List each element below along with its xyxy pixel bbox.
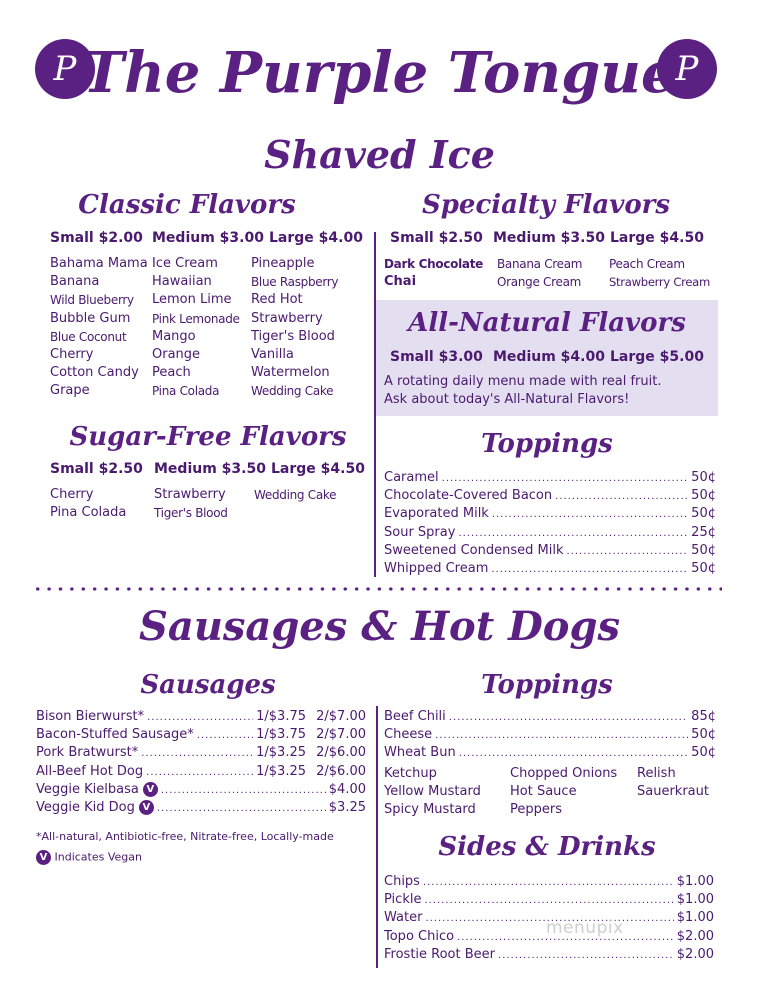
vegan-badge-icon: V — [36, 850, 51, 865]
sausage-name: Bison Bierwurst* — [36, 709, 145, 724]
topping-name: Beef Chili — [384, 709, 446, 724]
specialty-col-1 — [384, 255, 483, 291]
size-large: Large $5.00 — [610, 349, 704, 365]
classic-col-3 — [251, 255, 338, 401]
flavor-item: Orange — [152, 346, 201, 362]
flavor-item: Lemon Lime — [152, 292, 232, 308]
dotted-separator — [32, 587, 722, 591]
flavor-item: Tiger's Blood — [251, 328, 335, 344]
dot-leader — [459, 744, 688, 762]
topping-price: 50¢ — [691, 560, 716, 576]
specialty-col-2 — [497, 255, 582, 291]
flavor-item: Peach Cream — [609, 257, 685, 271]
flavor-item: Hawaiian — [152, 274, 212, 290]
size-large: Large $4.50 — [271, 461, 365, 477]
size-small: Small $3.00 — [390, 349, 483, 365]
flavor-item: Wedding Cake — [251, 384, 334, 399]
topping-item: Spicy Mustard — [384, 802, 476, 818]
logo-letter: P — [675, 49, 699, 89]
dog-toppings-heading: Toppings — [481, 670, 613, 700]
size-medium: Medium $3.50 — [154, 461, 266, 477]
flavor-item: Blue Raspberry — [251, 275, 339, 290]
topping-row — [384, 708, 716, 726]
topping-row — [384, 487, 716, 505]
sausage-name: Veggie Kid Dog — [36, 799, 135, 815]
size-small: Small $2.00 — [50, 230, 143, 246]
sausages-hotdogs-heading: Sausages & Hot Dogs — [139, 603, 620, 650]
sausage-price-double: 2/$7.00 — [316, 709, 366, 724]
dot-leader — [555, 487, 688, 505]
sugar-free-col-1 — [50, 486, 126, 522]
specialty-flavors-heading: Specialty Flavors — [421, 190, 671, 220]
topping-price: 50¢ — [691, 727, 716, 743]
sausage-price-double: 2/$6.00 — [316, 763, 366, 779]
topping-row — [384, 542, 716, 560]
all-natural-desc-2: Ask about today's All-Natural Flavors! — [384, 392, 630, 407]
topping-name: Evaporated Milk — [384, 506, 489, 522]
side-price: $2.00 — [676, 928, 714, 944]
dot-leader — [458, 524, 688, 542]
dot-leader — [449, 708, 688, 726]
flavor-item: Wild Blueberry — [50, 293, 134, 308]
dot-leader — [566, 542, 688, 560]
vegan-badge-icon: V — [139, 800, 154, 815]
sausage-row — [36, 708, 366, 726]
topping-name: Sour Spray — [384, 524, 456, 540]
flavor-item: Strawberry — [154, 487, 226, 502]
all-natural-heading: All-Natural Flavors — [408, 308, 686, 338]
side-row — [384, 946, 714, 964]
dot-leader — [498, 946, 674, 964]
sausage-name: All-Beef Hot Dog — [36, 763, 144, 779]
topping-item: Yellow Mustard — [384, 784, 481, 800]
flavor-item: Blue Coconut — [50, 329, 127, 344]
topping-row — [384, 726, 716, 744]
sugar-free-sizes — [50, 461, 365, 477]
side-name: Water — [384, 910, 423, 926]
topping-row — [384, 744, 716, 762]
flavor-item: Banana Cream — [497, 257, 583, 271]
sausage-name: Pork Bratwurst* — [36, 745, 139, 761]
classic-flavors-heading: Classic Flavors — [78, 190, 296, 220]
topping-item: Ketchup — [384, 766, 437, 781]
ice-toppings-heading: Toppings — [481, 429, 613, 459]
flavor-item: Strawberry — [251, 310, 323, 326]
specialty-col-3 — [609, 255, 710, 291]
vegan-legend — [36, 850, 142, 865]
flavor-item: Orange Cream — [497, 275, 582, 290]
size-medium: Medium $3.00 — [152, 230, 264, 246]
sausages-list — [36, 708, 366, 817]
free-toppings-col-2 — [510, 765, 617, 820]
flavor-item: Chai — [384, 274, 417, 290]
topping-row — [384, 469, 716, 487]
dot-leader — [147, 708, 253, 726]
restaurant-title: The Purple Tongue — [82, 40, 677, 106]
flavor-item: Cotton Candy — [50, 365, 139, 381]
topping-price: 50¢ — [691, 542, 716, 558]
side-row — [384, 891, 714, 909]
topping-price: 50¢ — [691, 506, 716, 522]
side-price: $1.00 — [676, 874, 714, 889]
dot-leader — [423, 873, 674, 891]
topping-row — [384, 505, 716, 523]
topping-name: Wheat Bun — [384, 745, 456, 761]
dot-leader — [442, 469, 689, 487]
topping-row — [384, 560, 716, 578]
free-toppings-col-3 — [637, 765, 709, 801]
classic-col-1 — [50, 255, 148, 401]
topping-name: Chocolate-Covered Bacon — [384, 488, 553, 504]
sausage-row — [36, 799, 366, 817]
sausage-row — [36, 781, 366, 799]
side-name: Chips — [384, 874, 420, 889]
size-small: Small $2.50 — [50, 461, 143, 477]
flavor-item: Watermelon — [251, 365, 330, 381]
size-medium: Medium $4.00 — [493, 349, 605, 365]
topping-price: 50¢ — [691, 745, 716, 761]
side-price: $1.00 — [676, 910, 714, 926]
flavor-item: Mango — [152, 328, 196, 344]
side-name: Topo Chico — [384, 928, 455, 944]
flavor-item: Bahama Mama — [50, 256, 148, 271]
dot-leader — [146, 763, 253, 781]
topping-name: Whipped Cream — [384, 560, 489, 576]
flavor-item: Vanilla — [251, 346, 294, 362]
sausage-price-single: 1/$3.75 — [256, 709, 306, 724]
size-small: Small $2.50 — [390, 230, 483, 246]
sausage-name: Bacon-Stuffed Sausage* — [36, 727, 194, 743]
flavor-item: Pina Colada — [50, 505, 127, 521]
flavor-item: Pineapple — [251, 256, 315, 271]
dog-toppings-list — [384, 708, 716, 763]
vegan-legend-text: Indicates Vegan — [54, 850, 142, 864]
sausage-row — [36, 726, 366, 744]
topping-item: Chopped Onions — [510, 766, 618, 781]
flavor-item: Strawberry Cream — [609, 275, 710, 290]
logo-letter: P — [53, 49, 77, 89]
topping-item: Relish — [637, 766, 676, 781]
sausage-price: $4.00 — [328, 781, 366, 797]
flavor-item: Peach — [152, 365, 191, 381]
flavor-item: Red Hot — [251, 292, 303, 308]
flavor-item: Cherry — [50, 487, 94, 502]
all-natural-desc-1: A rotating daily menu made with real fruit. — [384, 374, 662, 389]
topping-price: 50¢ — [691, 470, 716, 485]
flavor-item: Ice Cream — [152, 256, 218, 271]
classic-col-2 — [152, 255, 240, 401]
topping-name: Sweetened Condensed Milk — [384, 542, 564, 558]
topping-item: Hot Sauce — [510, 784, 577, 800]
sausage-row — [36, 763, 366, 781]
flavor-item: Dark Chocolate — [384, 257, 483, 271]
ice-toppings-list — [384, 469, 716, 578]
shaved-ice-heading: Shaved Ice — [264, 132, 495, 177]
sugar-free-heading: Sugar-Free Flavors — [69, 422, 347, 452]
size-large: Large $4.00 — [269, 230, 363, 246]
sausage-price-single: 1/$3.75 — [256, 727, 306, 743]
free-toppings-col-1 — [384, 765, 481, 820]
vegan-badge-icon: V — [143, 782, 158, 797]
topping-price: 25¢ — [691, 524, 716, 540]
topping-item: Peppers — [510, 802, 562, 818]
flavor-item: Wedding Cake — [254, 488, 337, 502]
sausage-price-single: 1/$3.25 — [256, 763, 306, 779]
side-price: $2.00 — [676, 946, 714, 962]
topping-price: 50¢ — [691, 488, 716, 504]
sausage-name: Veggie Kielbasa — [36, 781, 139, 797]
specialty-sizes — [390, 230, 704, 246]
flavor-item: Cherry — [50, 346, 94, 362]
flavor-item: Grape — [50, 383, 90, 399]
side-row — [384, 873, 714, 891]
side-name: Frostie Root Beer — [384, 946, 496, 962]
side-name: Pickle — [384, 892, 422, 908]
dot-leader — [424, 891, 673, 909]
flavor-item: Pink Lemonade — [152, 311, 240, 326]
sausages-heading: Sausages — [140, 670, 276, 700]
flavor-item: Pina Colada — [152, 384, 220, 399]
dot-leader — [161, 781, 326, 799]
sugar-free-col-2 — [154, 486, 228, 522]
dot-leader — [197, 726, 253, 744]
topping-name: Cheese — [384, 727, 433, 743]
dot-leader — [491, 560, 688, 578]
dot-leader — [141, 744, 253, 762]
dot-leader — [435, 726, 688, 744]
sausage-row — [36, 744, 366, 762]
sides-drinks-heading: Sides & Drinks — [438, 832, 656, 862]
sugar-free-col-3 — [254, 486, 336, 504]
topping-price: 85¢ — [691, 709, 716, 724]
flavor-item: Bubble Gum — [50, 310, 131, 326]
sausage-price: $3.25 — [328, 799, 366, 815]
side-price: $1.00 — [676, 892, 714, 908]
sausage-price-single: 1/$3.25 — [256, 745, 306, 761]
dot-leader — [492, 505, 688, 523]
size-medium: Medium $3.50 — [493, 230, 605, 246]
sausage-price-double: 2/$7.00 — [316, 727, 366, 743]
dot-leader — [157, 799, 326, 817]
topping-row — [384, 524, 716, 542]
flavor-item: Tiger's Blood — [154, 506, 228, 521]
all-natural-sizes — [390, 349, 704, 365]
flavor-item: Banana — [50, 274, 100, 290]
sausage-price-double: 2/$6.00 — [316, 745, 366, 761]
topping-name: Caramel — [384, 470, 439, 485]
size-large: Large $4.50 — [610, 230, 704, 246]
topping-item: Sauerkraut — [637, 784, 709, 800]
watermark: menupix — [546, 918, 624, 938]
classic-sizes — [50, 230, 363, 246]
sausage-footnote: *All-natural, Antibiotic-free, Nitrate-free, Locally-made — [36, 830, 334, 843]
